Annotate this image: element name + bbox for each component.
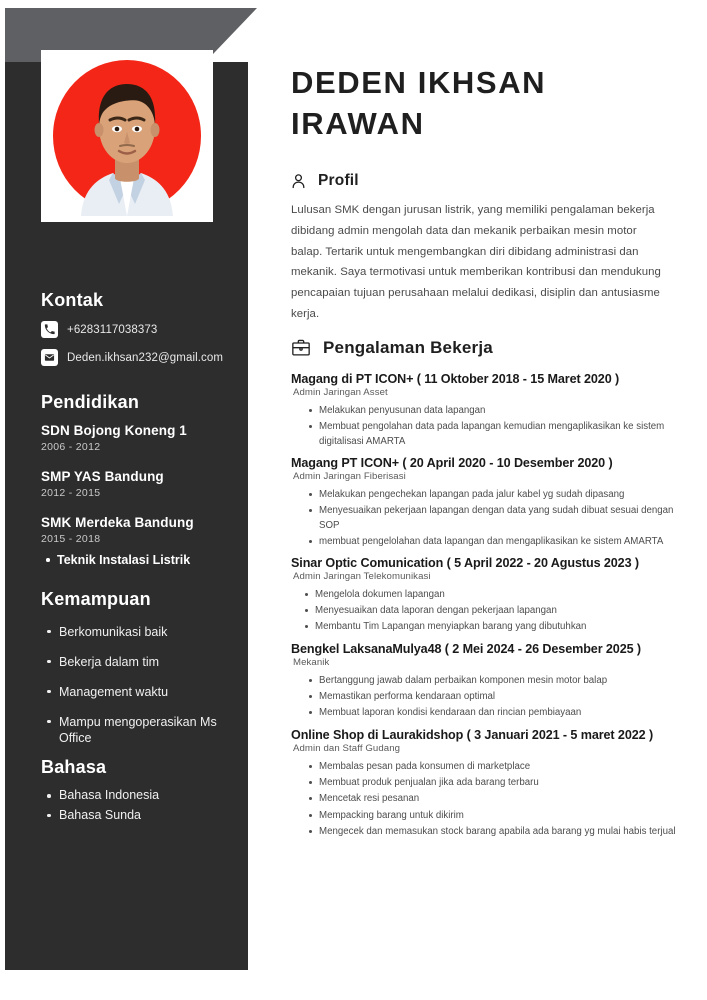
list-item: Berkomunikasi baik (59, 624, 230, 641)
email-value: Deden.ikhsan232@gmail.com (67, 351, 224, 364)
list-item: Mampu mengoperasikan Ms Office (59, 714, 230, 748)
job-bullets (291, 759, 691, 838)
experience-title: Pengalaman Bekerja (323, 338, 493, 357)
experience-heading (291, 338, 691, 358)
profil-title: Profil (318, 172, 359, 189)
list-item: Menyesuaikan pekerjaan lapangan dengan data yang sudah dibuat sesuai dengan SOP (319, 503, 691, 533)
list-item: Bertanggung jawab dalam perbaikan komponen mesin motor balap (319, 673, 691, 688)
contact-row-email[interactable] (41, 349, 230, 366)
education-years: 2015 - 2018 (41, 533, 101, 545)
experience-item (291, 556, 691, 634)
main-column (291, 0, 691, 1000)
list-item: Melakukan penyusunan data lapangan (319, 403, 691, 418)
list-item: Membuat pengolahan data pada lapangan kemudian mengaplikasikan ke sistem digitalisasi AMARTA (319, 419, 691, 449)
section-kemampuan (41, 589, 230, 747)
education-school: SDN Bojong Koneng 1 (41, 423, 187, 438)
list-item: Membalas pesan pada konsumen di marketplace (319, 759, 691, 774)
section-bahasa (41, 757, 230, 825)
education-years: 2006 - 2012 (41, 441, 101, 453)
pendidikan-title: Pendidikan (41, 392, 140, 412)
education-school: SMP YAS Bandung (41, 469, 164, 484)
list-item: Mempacking barang untuk dikirim (319, 808, 691, 823)
phone-icon (41, 321, 58, 338)
list-item: Memastikan performa kendaraan optimal (319, 689, 691, 704)
section-profil (291, 172, 661, 325)
person-photo-illustration (47, 56, 207, 216)
list-item: Mencetak resi pesanan (319, 791, 691, 806)
section-kontak (41, 290, 230, 366)
job-role: Admin dan Staff Gudang (293, 743, 401, 755)
sidebar-content (5, 290, 248, 825)
skill-list (41, 624, 230, 747)
job-title: Bengkel LaksanaMulya48 ( 2 Mei 2024 - 26 Desember 2025 ) (291, 642, 642, 657)
job-title: Magang di PT ICON+ ( 11 Oktober 2018 - 15 Maret 2020 ) (291, 372, 620, 386)
job-bullets (291, 403, 691, 449)
list-item: Bahasa Indonesia (59, 786, 230, 805)
contact-row-phone[interactable] (41, 321, 230, 338)
job-title: Sinar Optic Comunication ( 5 April 2022 - 20 Agustus 2023 ) (291, 556, 639, 571)
list-item: Bekerja dalam tim (59, 654, 230, 671)
list-item: Mengecek dan memasukan stock barang apabila ada barang yg mulai habis terjual (319, 824, 691, 839)
education-years: 2012 - 2015 (41, 487, 101, 499)
page-title (291, 62, 691, 144)
education-item (41, 423, 230, 453)
job-title: Online Shop di Laurakidshop ( 3 Januari 2021 - 5 maret 2022 ) (291, 728, 654, 743)
list-item: membuat pengelolahan data lapangan dan mengaplikasikan ke sistem AMARTA (319, 534, 691, 549)
list-item: Teknik Instalasi Listrik (57, 552, 230, 569)
briefcase-icon (291, 338, 311, 358)
name-line-1: DEDEN IKHSAN (291, 65, 547, 100)
bahasa-title: Bahasa (41, 757, 107, 778)
avatar (41, 50, 213, 222)
job-role: Admin Jaringan Asset (293, 387, 388, 398)
experience-item (291, 728, 691, 838)
experience-item (291, 642, 691, 720)
phone-value: +6283117038373 (67, 323, 158, 336)
education-sub-list (41, 552, 230, 569)
kemampuan-title: Kemampuan (41, 588, 151, 609)
job-role: Mekanik (293, 657, 330, 669)
person-icon (291, 173, 306, 190)
list-item: Menyesuaikan data laporan dengan pekerjaan lapangan (315, 603, 691, 618)
name-line-2: IRAWAN (291, 106, 425, 142)
experience-item (291, 456, 691, 549)
education-item (41, 515, 230, 569)
list-item: Membuat produk penjualan jika ada barang terbaru (319, 775, 691, 790)
list-item: Mengelola dokumen lapangan (315, 587, 691, 602)
job-role: Admin Jaringan Telekomunikasi (293, 571, 431, 583)
list-item: Membantu Tim Lapangan menyiapkan barang yang dibutuhkan (315, 619, 691, 634)
job-title: Magang PT ICON+ ( 20 April 2020 - 10 Desember 2020 ) (291, 456, 613, 471)
language-list (41, 786, 230, 825)
kontak-title: Kontak (41, 290, 104, 310)
job-bullets (291, 487, 691, 549)
list-item: Bahasa Sunda (59, 806, 230, 825)
section-experience (291, 338, 691, 846)
job-bullets (291, 673, 691, 720)
section-pendidikan (41, 392, 230, 569)
education-school: SMK Merdeka Bandung (41, 515, 194, 530)
job-role: Admin Jaringan Fiberisasi (293, 471, 406, 483)
education-item (41, 469, 230, 499)
job-bullets (291, 587, 691, 634)
list-item: Management waktu (59, 684, 230, 701)
profil-heading (291, 172, 661, 190)
list-item: Membuat laporan kondisi kendaraan dan rincian pembiayaan (319, 705, 691, 720)
portrait-photo (47, 56, 207, 216)
profil-text: Lulusan SMK dengan jurusan listrik, yang memiliki pengalaman bekerja dibidang admin mengolah data dan mekanik perbaikan mesin motor balap. Tertarik untuk mengembangkan diri dibidang administrasi dan mekanik. Saya termotivasi untuk memberikan kontribusi dan mendukung pencapaian tujuan perusahaan melalui dedikasi, disiplin dan antusiasme kerja. (291, 204, 661, 320)
envelope-icon (41, 349, 58, 366)
list-item: Melakukan pengechekan lapangan pada jalur kabel yg sudah dipasang (319, 487, 691, 502)
experience-item (291, 372, 691, 449)
